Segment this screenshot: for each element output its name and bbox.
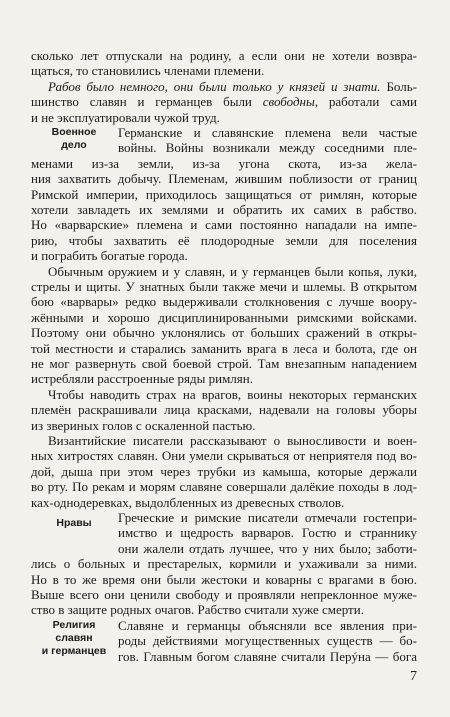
text-fragment: Боль- (380, 78, 417, 94)
text-line: Выше всего они ценили свободу и проявляли непреклонное муже- (31, 587, 417, 602)
text-line: и пограбить богатые города. (31, 248, 188, 264)
text-line: жёнными и хорошо дисциплинированными римскими войсками. (31, 309, 417, 325)
text-line: не мог развернуть свой боевой строй. Там внезапным нападением (31, 356, 417, 371)
text-line: рию, чтобы захватить её плодородные земли для поселения (31, 232, 417, 248)
page-number: 7 (410, 669, 417, 684)
margin-note-line: Религия (52, 618, 96, 631)
text-line: они жалели отдать лучшее, что у них было; заботи- (118, 540, 417, 556)
text-line: щаться, то становились членами племени. (31, 63, 265, 79)
text-line: дой, дыша при этом через трубки из камыша, которые держали (31, 463, 417, 479)
text-line: Греческие и римские писатели отмечали гостепри- (118, 510, 417, 525)
margin-note-military (36, 126, 112, 152)
italic-phrase: Рабов было немного, они были только у князей и знати. (48, 78, 381, 94)
margin-note-line: славян (55, 631, 93, 644)
text-line: ных хитростях славян. Они умели скрываться от неприятеля под во- (31, 448, 417, 464)
text-line: роды действиями могущественных существ — бо- (118, 633, 417, 649)
text-line: менами из-за земли, из-за угона скота, из-за жела- (31, 155, 417, 171)
margin-note-religion (30, 619, 118, 658)
text-line: гов. Главным богом славяне считали Перýна — бога (118, 648, 417, 664)
margin-note-line: Нравы (56, 517, 92, 530)
text-line: ство в защите родных очагов. Рабство считали хуже смерти. (31, 602, 364, 618)
text-line: Римской империи, приходилось защищаться от римлян, которые (31, 186, 417, 202)
margin-note-customs (36, 517, 112, 530)
text-line: той местности и старались заманить врага в леса и болота, где он (31, 340, 417, 356)
italic-word: свободны (262, 94, 315, 110)
text-line: и не эксплуатировали чужой труд. (31, 109, 220, 125)
text-fragment: шинство славян и германцев были (31, 94, 263, 110)
text-line: Германские и славянские племена вели частые (118, 125, 417, 140)
text-line: войны. Войны возникали между соседними пле- (118, 140, 417, 156)
text-line: лись о больных и престарелых, кормили и ухаживали за ними. (31, 556, 417, 572)
text-line: ках-однодеревках, выдолбленных из древесных стволов. (31, 494, 345, 510)
text-line: из звериных голов с оскаленной пастью. (31, 417, 256, 433)
text-line (31, 94, 417, 109)
text-line: хотели завладеть их землями и обратить их самих в рабство. (31, 202, 417, 217)
text-line: Но «варварские» племена и сами постоянно нападали на импе- (31, 217, 417, 233)
text-line: бою «варвары» редко выдерживали столкновения с лучше воору- (31, 294, 417, 310)
text-line: племён раскрашивали лица красками, надевали на головы уборы (31, 402, 417, 418)
text-line: стрелы и щиты. У знатных были также мечи и шлемы. В открытом (31, 279, 417, 294)
text-line: ния захватить добычу. Племенам, жившим поблизости от границ (31, 171, 417, 187)
text-line: Но в то же время они были жестоки и коварны с врагами в бою. (31, 571, 417, 587)
margin-note-line: и германцев (41, 644, 107, 657)
text-line: сколько лет отпускали на родину, а если они не хотели возвра- (31, 48, 417, 63)
text-line: истребляли расстроенные ряды римлян. (31, 371, 253, 387)
text-line: Славяне и германцы объясняли все явления при- (118, 617, 417, 633)
text-fragment: , работали сами (314, 94, 417, 110)
text-line: Византийские писатели рассказывают о выносливости и воен- (48, 433, 417, 448)
text-line: имство и щедрость варваров. Гостю и страннику (118, 525, 417, 541)
text-line: Обычным оружием и у славян, и у германцев были копья, луки, (48, 263, 417, 279)
text-line: во рту. По рекам и морям славяне совершали далёкие походы в лод- (31, 479, 417, 495)
margin-note-line: Военное (51, 126, 97, 138)
text-line: Чтобы наводить страх на врагов, воины некоторых германских (48, 386, 417, 402)
margin-note-line: дело (61, 139, 87, 151)
text-line (31, 79, 417, 94)
text-line: Поэтому они обычно уклонялись от больших сражений в откры- (31, 325, 417, 341)
